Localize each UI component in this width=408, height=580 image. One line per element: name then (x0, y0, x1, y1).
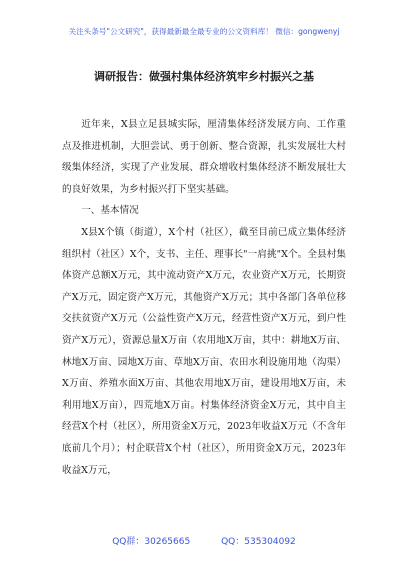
section-heading: 一、基本情况 (81, 205, 139, 217)
header-notice: 关注头条号"公文研究"，获得最新最全最专业的公文资料库！ 微信：gongwenyj (68, 27, 340, 36)
qq-text: QQ：535304092 (221, 537, 296, 547)
intro-paragraph: 近年来，X县立足县城实际，厘清集体经济发展方向、工作重点及推进机制，大胆尝试、勇于创新、整合资源，扎实发展壮大村级集体经济，实现了产业发展、群众增收村集体经济不断发展壮大的良好效果，为乡村振兴打下坚实基础。 (62, 119, 346, 195)
footer-contacts (0, 534, 408, 547)
document-body (62, 114, 346, 481)
qq-group-text: QQ群：30265665 (112, 537, 191, 547)
section-body: X县X个镇（街道），X个村（社区），截至目前已成立集体经济组织村（社区）X个，支书、主任、理事长"一肩挑"X个。全县村集体资产总额X万元，其中流动资产X万元，农业资产X万元，长期资产X万元，固定资产X万元，其他资产X万元；其中各部门各单位移交扶贫资产X万元（公益性资产X万元，经营性资产X万元，到户性资产X万元），资源总量X万亩（农用地X万亩，其中：耕地X万亩、林地X万亩、园地X万亩、草地X万亩、农田水利设施用地（沟渠）X万亩、养殖水面X万亩、其他农用地X万亩，建设用地X万亩，未利用地X万亩），四荒地X万亩。村集体经济资金X万元，其中自主经营X个村（社区），所用资金X万元，2023年收益X万元（不含年底前几个月）；村企联营X个村（社区），所用资金X万元，2023年收益X万元， (62, 226, 346, 476)
document-title: 调研报告：做强村集体经济筑牢乡村振兴之基 (94, 70, 314, 83)
